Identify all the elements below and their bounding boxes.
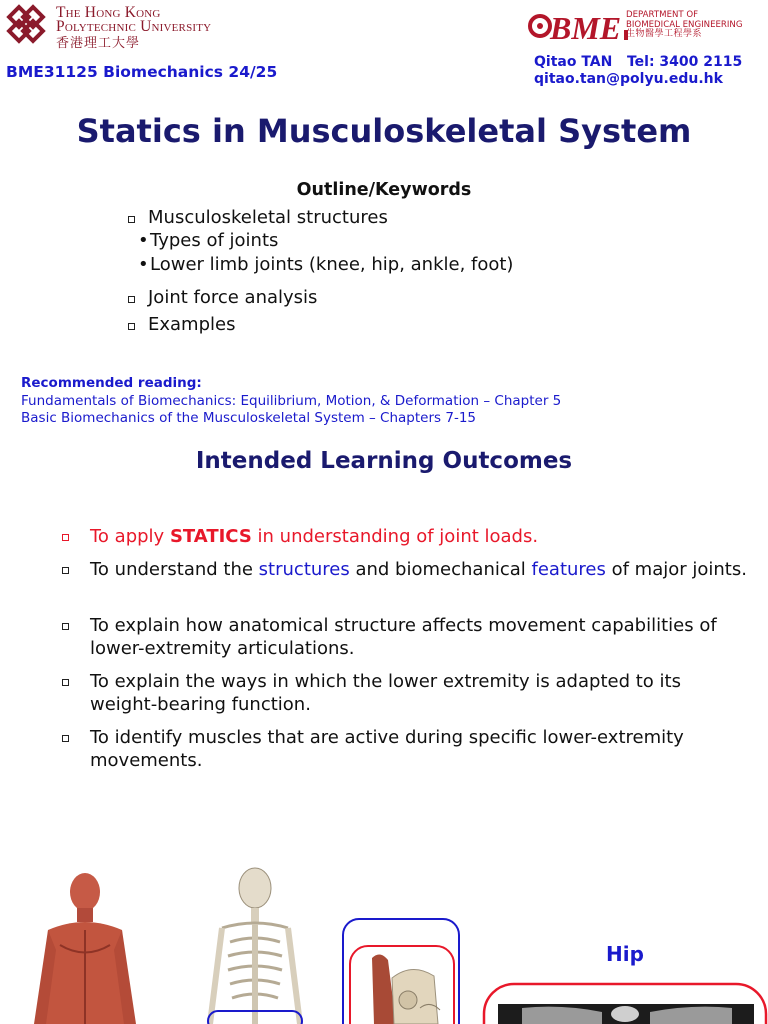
outline-heading: Outline/Keywords [296,180,472,200]
square-bullet-icon [128,296,135,303]
page-title: Statics in Musculoskeletal System [76,112,692,150]
ilo-item [62,614,752,660]
ilo-text: To explain the ways in which the lower extremity is adapted to its weight-bearing function. [90,671,681,715]
ilo-text: in understanding of joint loads. [251,526,539,547]
ilo-text: To explain how anatomical structure affects movement capabilities of lower-extremity articulations. [90,615,717,659]
outline-item [128,207,388,228]
square-bullet-icon [62,534,69,541]
reading-heading: Recommended reading: [21,375,202,391]
hip-joint-figure-image [342,918,462,1024]
ilo-text: of major joints. [605,559,747,580]
department-zh: 生物醫學工程學系 [626,29,703,39]
ilo-keyword: STATICS [169,526,252,547]
university-name-line1: The Hong Kong [56,4,161,21]
reading-item: Fundamentals of Biomechanics: Equilibrium, Motion, & Deformation – Chapter 5 [21,392,562,409]
outline-item-label: Examples [148,314,236,335]
ilo-heading: Intended Learning Outcomes [195,448,573,474]
square-bullet-icon [128,323,135,330]
square-bullet-icon [62,679,69,686]
course-code: BME31125 Biomechanics 24/25 [6,63,278,81]
outline-sub-item [138,254,513,275]
ilo-text: To apply [90,526,170,547]
ilo-text: To identify muscles that are active during specific lower-extremity movements. [90,727,684,771]
contact-info [534,54,742,88]
reading-item: Basic Biomechanics of the Musculoskeletal System – Chapters 7-15 [21,410,476,426]
bme-logo-text: BME [550,10,622,44]
outline-sub-item-label: Types of joints [150,230,279,251]
square-bullet-icon [128,216,135,223]
muscle-figure-image [30,870,140,1024]
contact-name-phone: Qitao TAN Tel: 3400 2115 [534,54,743,70]
dot-bullet-icon: • [138,254,149,275]
ilo-keyword: structures [258,559,350,580]
hip-xray-image [482,982,768,1024]
outline-item-label: Musculoskeletal structures [148,207,388,228]
university-name-zh: 香港理工大學 [56,35,141,50]
square-bullet-icon [62,567,69,574]
outline-item [128,314,235,335]
department-name [626,11,743,40]
ilo-item [62,558,752,581]
ilo-text: To understand the [90,559,259,580]
department-line1: DEPARTMENT OF [626,10,699,20]
department-line2: BIOMEDICAL ENGINEERING [626,19,743,30]
contact-email[interactable]: qitao.tan@polyu.edu.hk [534,71,723,87]
dot-bullet-icon: • [138,230,149,251]
ilo-keyword: features [531,559,606,580]
square-bullet-icon [62,623,69,630]
ilo-item [62,670,752,716]
hip-label: Hip [606,942,644,966]
skeleton-figure-image [200,866,310,1024]
university-name-line2: Polytechnic University [56,18,212,35]
outline-sub-item-label: Lower limb joints (knee, hip, ankle, foot) [150,254,514,275]
recommended-reading [21,375,561,428]
ilo-item [62,525,752,548]
ilo-text: and biomechanical [349,559,532,580]
square-bullet-icon [62,735,69,742]
outline-item [128,287,317,308]
outline-sub-item [138,230,278,251]
outline-item-label: Joint force analysis [148,287,318,308]
university-name [56,6,211,50]
ilo-item [62,726,752,772]
polyu-logo [6,4,52,50]
